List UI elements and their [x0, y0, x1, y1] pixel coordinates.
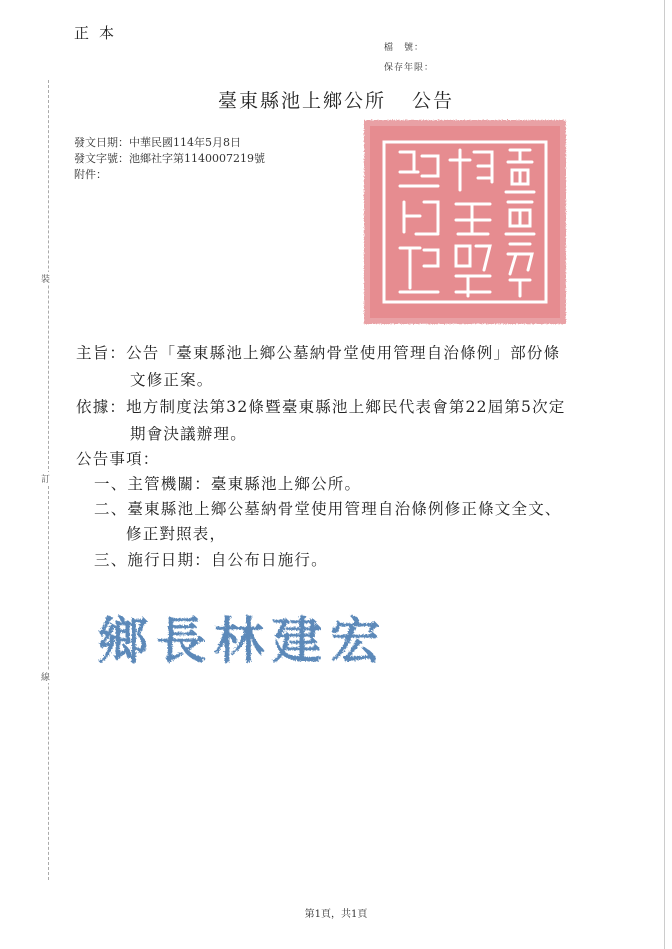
announcement-item-3: 三、施行日期：自公布日施行。 — [94, 551, 328, 569]
page-number: 第1頁，共1頁 — [304, 909, 368, 920]
subject-line-1: 主旨：公告「臺東縣池上鄉公墓納骨堂使用管理自治條例」部份條 — [76, 344, 561, 362]
document-number: 發文字號：池鄉社字第1140007219號 — [74, 152, 265, 165]
signature-text: 鄉長林建宏 — [98, 611, 388, 670]
official-seal-icon — [360, 116, 570, 328]
issue-date: 發文日期：中華民國114年5月8日 — [74, 136, 241, 149]
copy-mark: 正本 — [74, 24, 125, 42]
announcement-item-2-line-1: 二、臺東縣池上鄉公墓納骨堂使用管理自治條例修正條文全文、 — [94, 500, 562, 518]
binding-mark-xian: 線 — [41, 670, 50, 683]
binding-mark-zhuang: 裝 — [41, 272, 50, 285]
document-type: 公告 — [412, 90, 455, 112]
subject-line-2: 文修正案。 — [130, 371, 214, 389]
basis-line-2: 期會決議辦理。 — [130, 425, 247, 443]
basis-line-1: 依據：地方制度法第32條暨臺東縣池上鄉民代表會第22屆第5次定 — [76, 398, 566, 416]
attachment-label: 附件： — [74, 168, 107, 181]
announcement-item-1: 一、主管機關：臺東縣池上鄉公所。 — [94, 475, 362, 493]
file-number-label: 檔 號： — [384, 43, 425, 53]
binding-mark-ding: 訂 — [41, 472, 50, 485]
retention-label: 保存年限： — [384, 63, 435, 73]
page-edge — [664, 0, 665, 949]
issuing-organization: 臺東縣池上鄉公所 — [217, 90, 386, 112]
document-title — [0, 86, 672, 113]
announcement-items-label: 公告事項： — [76, 450, 160, 468]
signature-stamp — [98, 596, 418, 676]
announcement-item-2-line-2: 修正對照表， — [126, 525, 227, 543]
